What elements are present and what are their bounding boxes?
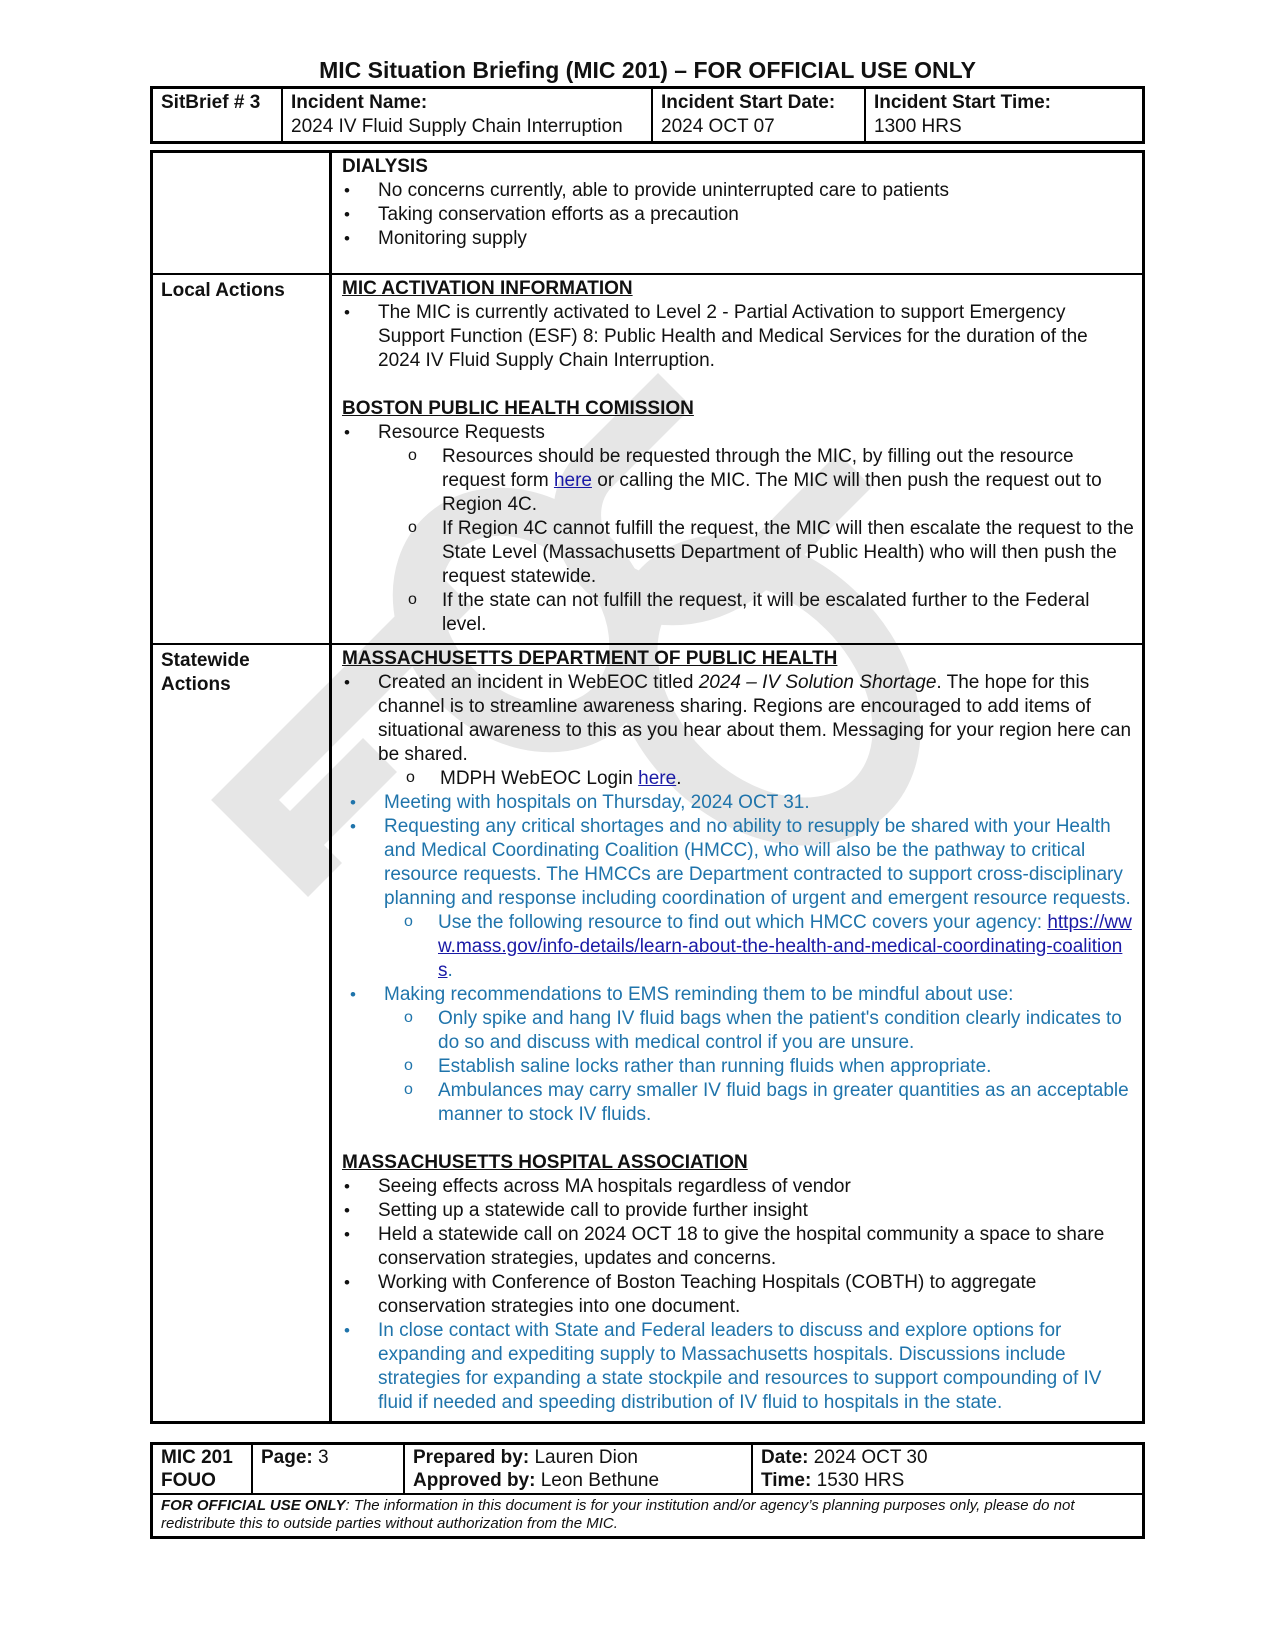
approved-label: Approved by: [413, 1470, 536, 1491]
list-item: o Only spike and hang IV fluid bags when the patient's condition clearly indicates to do so and discuss with medical control if you are unsure. [402, 1007, 1134, 1055]
statewide-actions-row [152, 644, 1144, 1423]
mha-title: MASSACHUSETTS HOSPITAL ASSOCIATION [342, 1151, 748, 1173]
list-item: • No concerns currently, able to provide uninterrupted care to patients [342, 179, 1134, 203]
notice-label: FOR OFFICIAL USE ONLY [161, 1497, 346, 1514]
list-item [342, 671, 1134, 791]
start-time-label: Incident Start Time: [874, 92, 1052, 113]
list-item: o Establish saline locks rather than running fluids when appropriate. [402, 1055, 1134, 1079]
list-item: • Setting up a statewide call to provide further insight [342, 1199, 1134, 1223]
approved-name: Leon Bethune [540, 1470, 660, 1491]
list-item: o If Region 4C cannot fulfill the request, the MIC will then escalate the request to the State Level (Massachusetts Department of Public Health) who will then push the request statewide. [406, 517, 1134, 589]
mha-updates-list [342, 1319, 1134, 1415]
briefing-table [150, 150, 1145, 1424]
dialysis-list [342, 179, 1134, 251]
ems-sublist [402, 1007, 1134, 1127]
footer [150, 1442, 1145, 1539]
mdph-list [342, 671, 1134, 791]
list-item: • Taking conservation efforts as a precaution [342, 203, 1134, 227]
page-cell [252, 1444, 404, 1495]
hmcc-resource-text: Use the following resource to find out which HMCC covers your agency: [438, 911, 1048, 933]
form-id: MIC 201 [161, 1447, 233, 1468]
statewide-actions-section [331, 644, 1144, 1423]
hmcc-link[interactable]: https://www.mass.gov/info-details/learn-about-the-health-and-medical-coordinating-coalitions [438, 911, 1132, 981]
list-item: • Seeing effects across MA hospitals regardless of vendor [342, 1175, 1134, 1199]
notice-text: : The information in this document is for your institution and/or agency’s planning purposes only, please do not redistribute this to outside parties without authorization from the MIC. [161, 1497, 1075, 1532]
list-item: • In close contact with State and Federal leaders to discuss and explore options for expanding and expediting supply to Massachusetts hospitals. Discussions include strategies for expanding a state stockpile and resources to support compounding of IV fluid if needed and speeding distribution of IV fluid to hospitals in the state. [342, 1319, 1134, 1415]
resource-requests-label: Resource Requests [378, 421, 545, 443]
statewide-actions-label: Statewide Actions [152, 644, 331, 1423]
sub1-text-post: or calling the MIC. The MIC will then push the request out to Region 4C. [442, 469, 1102, 515]
list-item: • Meeting with hospitals on Thursday, 2024 OCT 31. [348, 791, 1134, 815]
dialysis-section [331, 152, 1144, 274]
dialysis-left-cell [152, 152, 331, 274]
time-value: 1530 HRS [816, 1470, 905, 1491]
sitbrief-cell [152, 88, 283, 143]
mdph-title: MASSACHUSETTS DEPARTMENT OF PUBLIC HEALTH [342, 647, 838, 669]
prepared-cell [404, 1444, 752, 1495]
local-actions-section [331, 274, 1144, 644]
list-item [404, 767, 1134, 791]
mdph-login-sublist [404, 767, 1134, 791]
incident-name-label: Incident Name: [291, 92, 428, 113]
date-cell [752, 1444, 1144, 1495]
mdph-item1-text-post: . The hope for this channel is to streamline awareness sharing. Regions are encouraged to add items of situational awareness to this as you hear about them. Messaging for your region here can be shared. [378, 671, 1132, 765]
local-actions-row [152, 274, 1144, 644]
list-item [402, 911, 1134, 983]
page-title: MIC Situation Briefing (MIC 201) – FOR OFFICIAL USE ONLY [319, 57, 976, 83]
page-number: 3 [318, 1447, 329, 1468]
hmcc-text-post: . [447, 959, 453, 981]
resource-requests-sublist [406, 445, 1134, 637]
start-date-cell [652, 88, 865, 143]
official-use-notice [152, 1494, 1144, 1538]
time-label: Time: [761, 1470, 812, 1491]
sub1-text: Resources should be requested through the MIC, by filling out the resource request form [442, 445, 1074, 491]
mdph-updates-list [348, 791, 1134, 1127]
list-item: • Monitoring supply [342, 227, 1134, 251]
ems-recommendations-text: Making recommendations to EMS reminding them to be mindful about use: [384, 983, 1014, 1005]
dialysis-title: DIALYSIS [342, 156, 428, 177]
mic-activation-list [342, 301, 1134, 373]
form-classification: FOUO [161, 1470, 216, 1491]
list-item: o If the state can not fulfill the request, it will be escalated further to the Federal level. [406, 589, 1134, 637]
dialysis-row [152, 152, 1144, 274]
local-actions-label: Local Actions [152, 274, 331, 644]
list-item: o Ambulances may carry smaller IV fluid bags in greater quantities as an acceptable manner to stock IV fluids. [402, 1079, 1134, 1127]
prepared-label: Prepared by: [413, 1447, 530, 1468]
mdph-item1-text: Created an incident in WebEOC titled [378, 671, 699, 693]
mha-list [342, 1175, 1134, 1319]
mic-activation-title: MIC ACTIVATION INFORMATION [342, 277, 633, 299]
list-item [406, 445, 1134, 517]
bphc-title: BOSTON PUBLIC HEALTH COMISSION [342, 397, 694, 419]
date-label: Date: [761, 1447, 809, 1468]
list-item [348, 815, 1134, 983]
list-item: • Held a statewide call on 2024 OCT 18 to give the hospital community a space to share conservation strategies, updates and concerns. [342, 1223, 1134, 1271]
list-item [348, 983, 1134, 1127]
mdph-webeoc-login-link[interactable]: here [638, 767, 677, 789]
start-date-value: 2024 OCT 07 [661, 116, 775, 137]
incident-header [150, 86, 1145, 144]
list-item: • The MIC is currently activated to Level 2 - Partial Activation to support Emergency Support Function (ESF) 8: Public Health and Medical Services for the duration of the 2024 IV Fluid Supply Chain Interruption. [342, 301, 1134, 373]
start-date-label: Incident Start Date: [661, 92, 836, 113]
webeoc-incident-title: 2024 – IV Solution Shortage [698, 671, 937, 693]
start-time-cell [865, 88, 1144, 143]
hmcc-sublist [402, 911, 1134, 983]
mdph-login-text: MDPH WebEOC Login [440, 767, 639, 789]
start-time-value: 1300 HRS [874, 116, 962, 137]
form-id-cell [152, 1444, 253, 1495]
list-item [342, 421, 1134, 637]
mdph-login-text-post: . [676, 767, 682, 789]
mdph-item3-text: Requesting any critical shortages and no ability to resupply be shared with your Health and Medical Coordinating Coalition (HMCC), who will also be the pathway to critical resource requests. The HMCCs are Department contracted to support cross-disciplinary planning and response including coordination of urgent and emergent resource requests. [384, 815, 1131, 909]
bphc-list [342, 421, 1134, 637]
list-item: • Working with Conference of Boston Teaching Hospitals (COBTH) to aggregate conservation strategies into one document. [342, 1271, 1134, 1319]
resource-request-form-link[interactable]: here [553, 469, 592, 491]
incident-name-cell [282, 88, 652, 143]
date-value: 2024 OCT 30 [813, 1447, 928, 1468]
incident-name-value: 2024 IV Fluid Supply Chain Interruption [291, 116, 623, 137]
sitbrief-number: SitBrief # 3 [161, 92, 261, 113]
prepared-name: Lauren Dion [534, 1447, 638, 1468]
page-label: Page: [261, 1447, 313, 1468]
